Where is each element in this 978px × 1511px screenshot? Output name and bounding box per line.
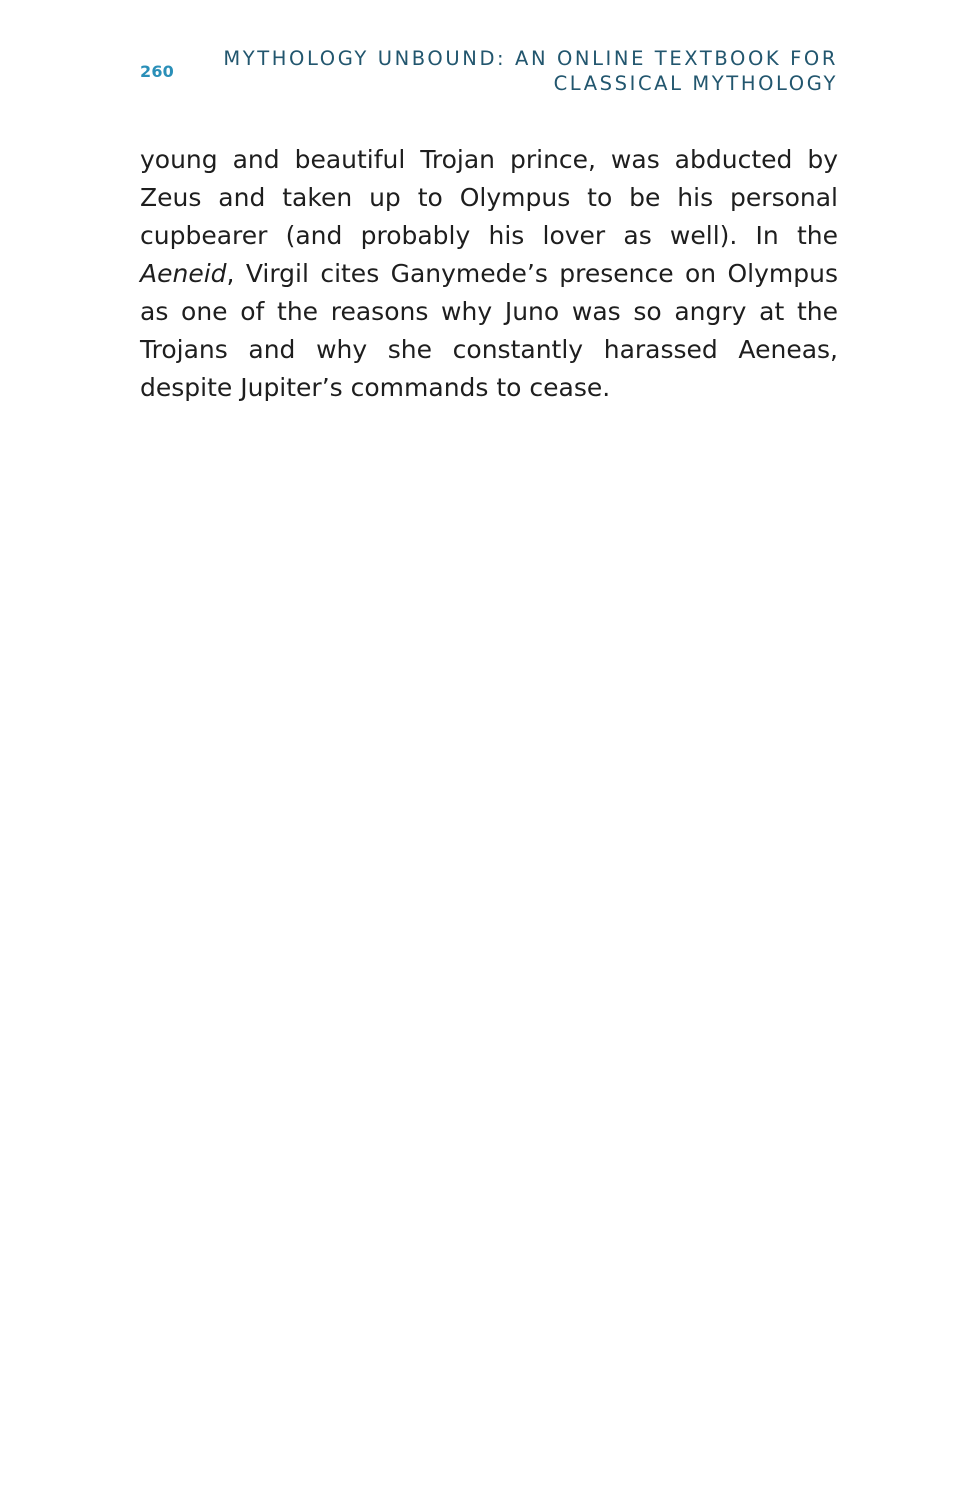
- book-title-aeneid: Aeneid: [140, 259, 227, 288]
- body-paragraph: [140, 141, 838, 407]
- page-number: 260: [140, 62, 174, 81]
- page-header: [140, 46, 838, 98]
- running-title: [218, 46, 838, 96]
- paragraph-text-segment: , Virgil cites Ganymede’s presence on Olympus as one of the reasons why Juno was so angry at the Trojans and why she constantly harassed Aeneas, despite Jupiter’s commands to cease.: [140, 259, 838, 402]
- running-title-line-2: CLASSICAL MYTHOLOGY: [553, 72, 838, 95]
- running-title-line-1: MYTHOLOGY UNBOUND: AN ONLINE TEXTBOOK FOR: [223, 47, 838, 70]
- paragraph-text-segment: young and beautiful Trojan prince, was abducted by Zeus and taken up to Olympus to be his personal cupbearer (and probably his lover as well). In the: [140, 145, 838, 250]
